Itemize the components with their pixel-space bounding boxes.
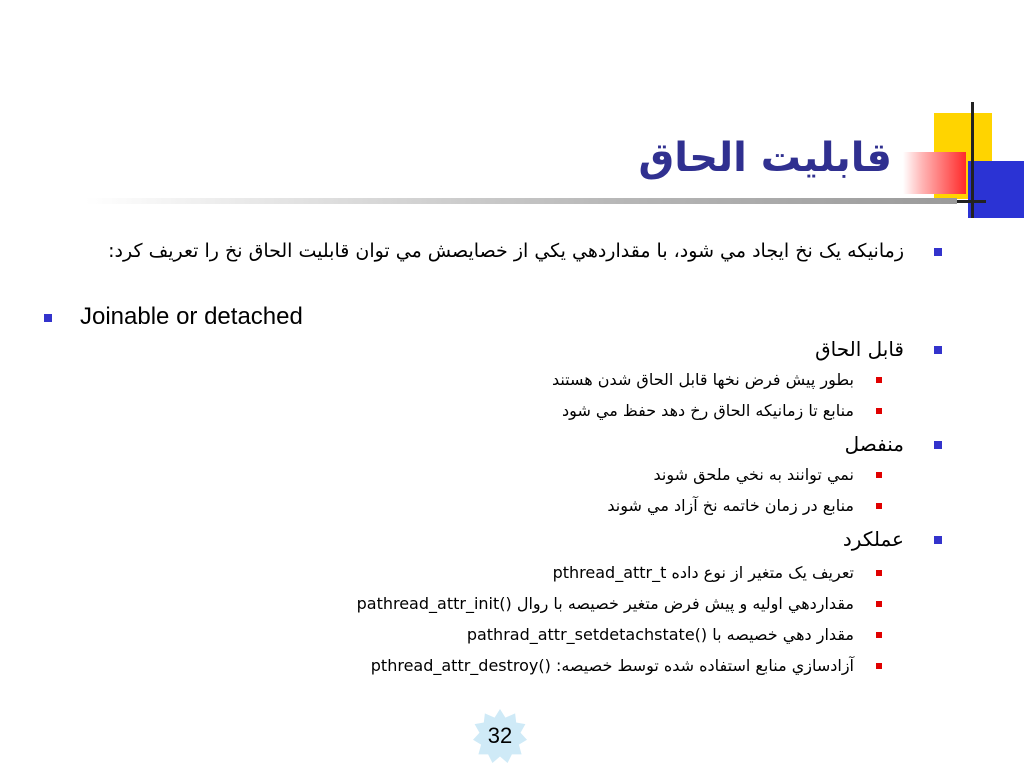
bullet-marker [44,314,52,322]
sub-bullet [552,369,854,391]
sub-bullet-text: منابع تا زمانيکه الحاق رخ دهد حفظ مي شود [562,401,854,420]
sub-bullet [562,400,854,422]
sub-bullet [553,562,854,584]
section-heading-text: منفصل [844,432,904,456]
sub-bullet-text: تعريف يک متغير از نوع داده pthread_attr_t [552,563,854,582]
sub-bullet-text: بطور پيش فرض نخها قابل الحاق شدن هستند [551,370,854,389]
sub-bullet-marker [876,663,882,669]
bullet-marker [934,248,942,256]
section-heading-usage [843,526,904,553]
bullet-marker [934,346,942,354]
sub-bullet-text: نمي توانند به نخي ملحق شوند [653,465,854,484]
bullet-joinable [80,302,303,332]
section-heading-detached [845,431,904,458]
sub-bullet [653,464,854,486]
bullet-intro [84,238,904,264]
section-heading-text: عملکرد [842,527,904,551]
sub-bullet-marker [876,570,882,576]
slide-title: قابليت الحاق [638,135,892,181]
sub-bullet-text: آزادسازي منابع استفاده شده توسط خصيصه: ()pthread_attr_destroy [370,656,854,675]
sub-bullet-marker [876,632,882,638]
bullet-joinable-text: Joinable or detached [80,303,303,330]
sub-bullet [371,655,854,677]
sub-bullet-marker [876,472,882,478]
sub-bullet-marker [876,503,882,509]
sub-bullet [467,624,854,646]
sub-bullet-marker [876,408,882,414]
bullet-intro-text: زمانيکه يک نخ ايجاد مي شود، با مقداردهي يکي از خصايصش مي توان قابليت الحاق نخ را تعريف کرد: [108,240,904,262]
page-number: 32 [487,723,513,748]
bullet-marker [934,441,942,449]
sub-bullet [607,495,854,517]
sub-bullet-text: مقدار دهي خصيصه با ()pathrad_attr_setdetachstate [466,625,854,644]
sub-bullet-text: منابع در زمان خاتمه نخ آزاد مي شوند [607,496,854,515]
bullet-marker [934,536,942,544]
sub-bullet [357,593,854,615]
section-heading-text: قابل الحاق [815,337,904,361]
sub-bullet-marker [876,601,882,607]
section-heading-joinable [815,336,904,363]
sub-bullet-text: مقداردهي اوليه و پيش فرض متغير خصيصه با روال ()pathread_attr_init [356,594,854,613]
sub-bullet-marker [876,377,882,383]
